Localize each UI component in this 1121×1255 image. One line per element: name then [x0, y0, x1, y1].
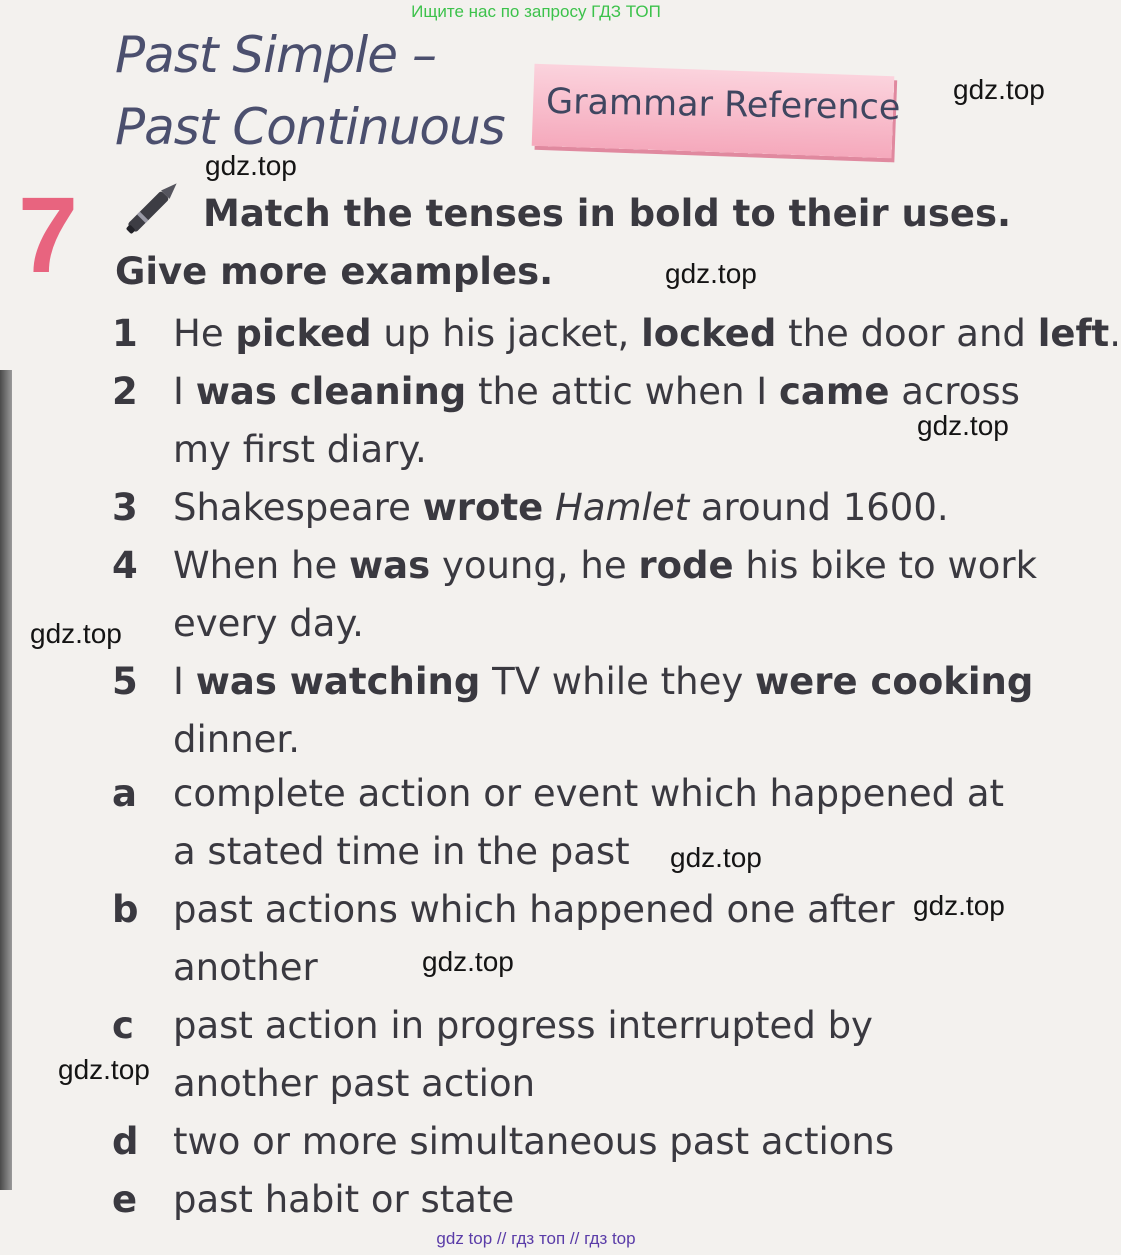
sentence-text: TV while they: [480, 660, 755, 703]
watermark: gdz.top: [670, 842, 762, 873]
bold-verb: was watching: [195, 660, 481, 703]
watermark: gdz.top: [953, 74, 1045, 105]
watermark: gdz.top: [422, 946, 514, 977]
use-letter: e: [112, 1178, 138, 1221]
sentence-line: [173, 544, 1037, 587]
watermark: gdz.top: [665, 258, 757, 289]
use-letter: c: [112, 1004, 134, 1047]
sentence-text: dinner.: [173, 718, 301, 761]
sentence-text: I: [173, 370, 196, 413]
item-number: 1: [112, 312, 138, 355]
item-number: 4: [112, 544, 138, 587]
use-text: past habit or state: [173, 1178, 515, 1221]
bold-verb: came: [778, 370, 890, 413]
sentence-text: his bike to work: [733, 544, 1037, 587]
bold-verb: was: [349, 544, 431, 587]
watermark: gdz.top: [30, 618, 122, 649]
use-letter: d: [112, 1120, 139, 1163]
watermark: gdz.top: [205, 150, 297, 181]
sentence-text: Shakespeare: [173, 486, 423, 529]
use-text: complete action or event which happened at: [173, 772, 1005, 815]
bold-verb: locked: [641, 312, 777, 355]
top-banner[interactable]: Ищите нас по запросу ГДЗ ТОП: [411, 2, 661, 21]
use-text: past action in progress interrupted by: [173, 1004, 873, 1047]
sentence-line: [173, 718, 300, 761]
sentence-line: [173, 660, 1033, 703]
bold-verb: picked: [235, 312, 372, 355]
watermark: gdz.top: [913, 890, 1005, 921]
bold-verb: were cooking: [754, 660, 1034, 703]
use-text: a stated time in the past: [173, 830, 630, 873]
sentence-text: Hamlet: [555, 486, 690, 529]
sentence-text: every day.: [173, 602, 364, 645]
sentence-text: my first diary.: [173, 428, 427, 471]
item-number: 2: [112, 370, 138, 413]
bottom-banner[interactable]: gdz top // гдз топ // гдз top: [436, 1229, 636, 1248]
section-title-line2: Past Continuous: [115, 98, 505, 156]
bold-verb: wrote: [422, 486, 544, 529]
grammar-reference-label[interactable]: Grammar Reference: [545, 81, 901, 129]
sentence-text: When he: [173, 544, 349, 587]
sentence-line: [173, 312, 1121, 355]
use-letter: a: [112, 772, 137, 815]
sentence-line: [173, 602, 364, 645]
instruction-line1: Match the tenses in bold to their uses.: [203, 192, 1012, 235]
sentence-text: [543, 486, 555, 529]
item-number: 5: [112, 660, 138, 703]
pen-icon: [114, 166, 194, 246]
use-text: another: [173, 946, 318, 989]
section-title-line1: Past Simple –: [115, 26, 436, 84]
use-letter: b: [112, 888, 139, 931]
sentence-line: [173, 370, 1020, 413]
sentence-text: young, he: [430, 544, 639, 587]
sentence-text: I: [173, 660, 196, 703]
exercise-number: 7: [18, 174, 79, 295]
sentence-text: across: [889, 370, 1020, 413]
sentence-text: the door and: [776, 312, 1038, 355]
sentence-line: [173, 428, 427, 471]
sentence-text: around 1600.: [689, 486, 949, 529]
bold-verb: was cleaning: [195, 370, 467, 413]
sentence-text: up his jacket,: [371, 312, 642, 355]
use-text: two or more simultaneous past actions: [173, 1120, 895, 1163]
sentence-text: the attic when I: [466, 370, 779, 413]
watermark: gdz.top: [58, 1054, 150, 1085]
bold-verb: left: [1037, 312, 1110, 355]
use-text: past actions which happened one after: [173, 888, 895, 931]
page-binding-edge: [0, 370, 12, 1190]
sentence-line: [173, 486, 949, 529]
sentence-text: .: [1109, 312, 1121, 355]
bold-verb: rode: [638, 544, 734, 587]
instruction-line2: Give more examples.: [115, 250, 554, 293]
sentence-text: He: [173, 312, 236, 355]
watermark: gdz.top: [917, 410, 1009, 441]
use-text: another past action: [173, 1062, 536, 1105]
item-number: 3: [112, 486, 138, 529]
